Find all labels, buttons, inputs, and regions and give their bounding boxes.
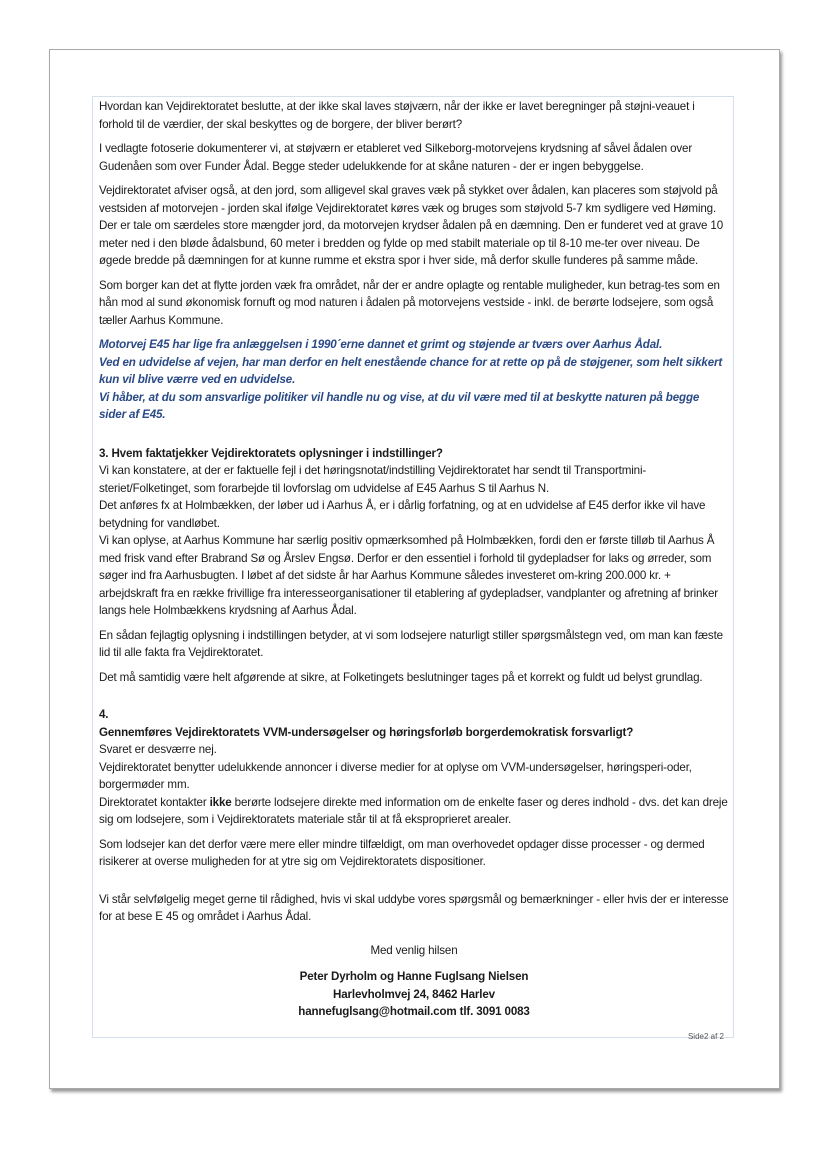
paragraph: Vejdirektoratet afviser også, at den jord, som alligevel skal graves væk på stykket over ådalen, kan placeres som støjvold på vestsiden af motorvejen - jorden skal ifølge Vejdirektoratet køres væk og bruges som støjvold 5-7 km sydligere ved Høming. [99, 184, 718, 215]
paragraph: Hvordan kan Vejdirektoratet beslutte, at der ikke skal laves støjværn, når der ikke er lavet beregninger på støjni-veauet i forhold til de værdier, der skal beskyttes og de borgere, der bliver berørt? [99, 100, 695, 131]
section-3-heading: 3. Hvem faktatjekker Vejdirektoratets oplysninger i indstillinger? [99, 446, 443, 460]
paragraph: Som borger kan det at flytte jorden væk fra området, når der er andre oplagte og rentable muligheder, kun betrag-tes som en hån mod al sund økonomisk fornuft og mod naturen i ådalen på motorvejens vestside - inkl. de berørte lodsejere, som også tæller Aarhus Kommune. [99, 278, 720, 327]
section-3-line: Vi kan konstatere, at der er faktuelle fejl i det høringsnotat/indstilling Vejdirektoratet har sendt til Transportmini-steriet/Folketinget, som forarbejde til lovforslag om udvidelse af E45 Aarhus S til Aarhus N. [99, 464, 647, 495]
paragraph: Der er tale om særdeles store mængder jord, da motorvejen krydser ådalen på en dæmning. Den er funderet ved at grave 10 meter ned i den bløde ådalsbund, 60 meter i bredden og fylde op med stabilt materiale op til 8-10 me-ter over niveau. De øgede bredde på dæmningen for at kunne rumme et ekstra spor i hver side, må derfor skulle funderes på samme måde. [99, 219, 724, 267]
paragraph: Som lodsejer kan det derfor være mere eller mindre tilfældigt, om man overhovedet opdager disse processer - og dermed risikerer at overse muligheden for at ytre sig om Vejdirektoratets dispositioner. [99, 837, 705, 868]
section-4-line [99, 794, 729, 829]
greeting: Med venlig hilsen [370, 943, 458, 957]
section-3-line: Det anføres fx at Holmbækken, der løber ud i Aarhus Å, er i dårlig forfatning, og at en udvidelse af E45 derfor ikke vil have betydning for vandløbet. [99, 499, 706, 530]
closing-paragraph: Vi står selvfølgelig meget gerne til rådighed, hvis vi skal uddybe vores spørgsmål og bemærkninger - eller hvis der er interesse for at bese E 45 og området i Aarhus Ådal. [99, 892, 729, 923]
signature-block [99, 942, 729, 1021]
section-4-heading: Gennemføres Vejdirektoratets VVM-undersøgelser og høringsforløb borgerdemokratisk forsvarligt? [99, 725, 634, 739]
emphasis-line: Vi håber, at du som ansvarlige politiker vil handle nu og vise, at du vil være med til at beskytte naturen på begge sider af E45. [99, 390, 700, 421]
emphasis-block [99, 336, 729, 424]
section-4-line: Vejdirektoratet benytter udelukkende annoncer i diverse medier for at oplyse om VVM-undersøgelser, høringsperi-oder, borgermøder mm. [99, 760, 692, 791]
paragraph: I vedlagte fotoserie dokumenterer vi, at støjværn er etableret ved Silkeborg-motorvejens krydsning af såvel ådalen over Gudenåen som over Funder Ådal. Begge steder udelukkende for at skåne naturen - der er ingen bebyggelse. [99, 142, 693, 173]
page-number: Side2 af 2 [687, 1032, 724, 1041]
document-page [49, 49, 780, 1089]
bold-word: ikke [209, 795, 232, 809]
signature-contact: hannefuglsang@hotmail.com tlf. 3091 0083 [298, 1005, 530, 1018]
signature-address: Harlevholmvej 24, 8462 Harlev [333, 987, 495, 1001]
text-run: berørte lodsejere direkte med information om de enkelte faser og deres indhold - dvs. det kan dreje sig om lodsejere, som i Vejdirektoratets materiale står til at få eksproprieret arealer. [99, 795, 728, 826]
emphasis-line: Motorvej E45 har lige fra anlæggelsen i 1990´erne dannet et grimt og støjende ar tværs over Aarhus Ådal. [99, 338, 663, 351]
section-4-answer: Svaret er desværre nej. [99, 743, 217, 756]
paragraph: Det må samtidig være helt afgørende at sikre, at Folketingets beslutninger tages på et korrekt og fuldt ud belyst grundlag. [99, 670, 703, 684]
document-body [99, 98, 729, 1021]
section-3-line: Vi kan oplyse, at Aarhus Kommune har særlig positiv opmærksomhed på Holmbækken, fordi den er første tilløb til Aarhus Å med frisk vand efter Brabrand Sø og Årslev Engsø. Derfor er den essentiel i forhold til gydepladser for laks og ørreder, som søger ind fra Aarhusbugten. I løbet af det sidste år har Aarhus Kommune således investeret om-kring 200.000 kr. + arbejdskraft fra en række frivillige fra interesseorganisationer til etablering af gydepladser, vandplanter og afretning af brinker langs hele Holmbækkens krydsning af Aarhus Ådal. [99, 534, 718, 617]
text-run: Direktoratet kontakter [99, 795, 210, 809]
section-4-number: 4. [99, 708, 109, 721]
emphasis-line: Ved en udvidelse af vejen, har man derfor en helt enestående chance for at rette op på de støjgener, som helt sikkert kun vil blive værre ved en udvidelse. [99, 355, 723, 386]
signature-names: Peter Dyrholm og Hanne Fuglsang Nielsen [299, 970, 529, 983]
paragraph: En sådan fejlagtig oplysning i indstillingen betyder, at vi som lodsejere naturligt stiller spørgsmålstegn ved, om man kan fæste lid til alle fakta fra Vejdirektoratet. [99, 628, 723, 659]
